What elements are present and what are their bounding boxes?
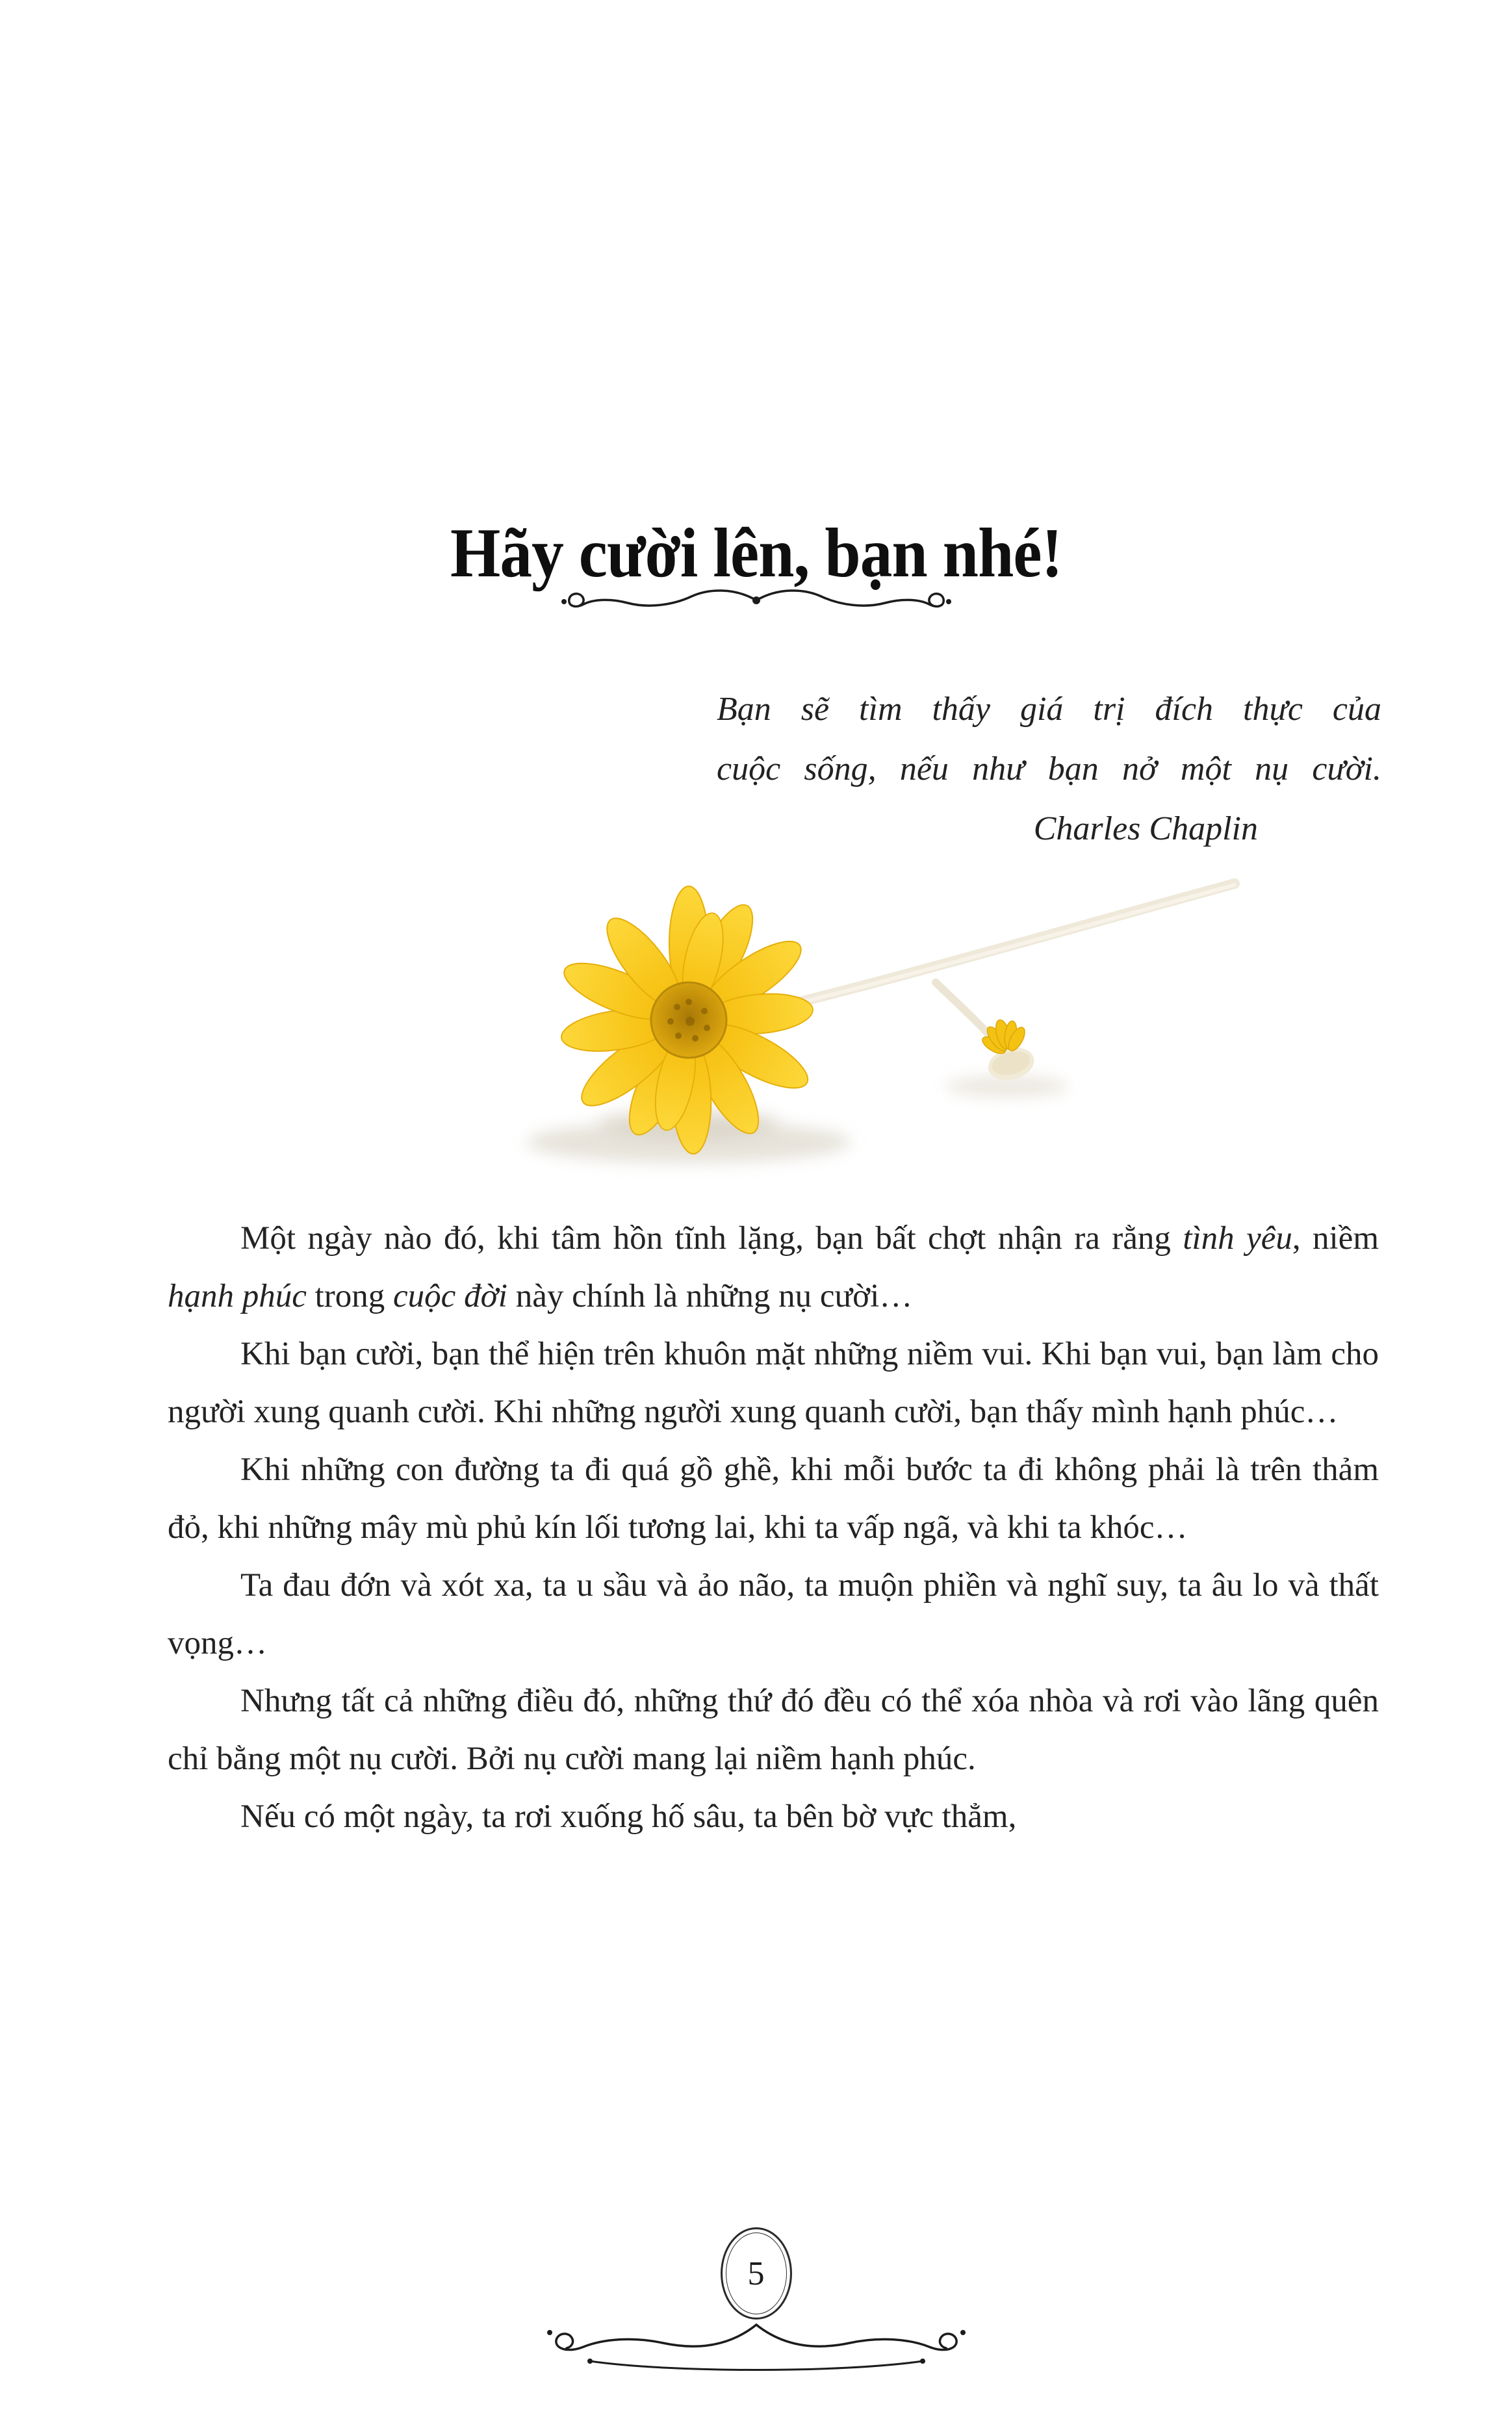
quote-line-2: cuộc sống, nếu như bạn nở một nụ cười. [717, 750, 1381, 787]
paragraph-1-text: , niềm [1292, 1220, 1379, 1257]
daisy-flower-image [481, 858, 1261, 1196]
page-number: 5 [747, 2255, 765, 2292]
paragraph-6: Nếu có một ngày, ta rơi xuống hố sâu, ta bên bờ vực thẳm, [240, 1798, 1017, 1835]
page-number-badge [721, 2227, 792, 2320]
paragraph-2: Khi bạn cười, bạn thể hiện trên khuôn mặt những niềm vui. Khi bạn vui, bạn làm cho người xung quanh cười. Khi những người xung quanh cười, bạn thấy mình hạnh phúc… [168, 1336, 1379, 1430]
paragraph-1-text: trong [306, 1278, 394, 1314]
paragraph-1 [168, 1210, 1379, 1325]
paragraph-1-text: Một ngày nào đó, khi tâm hồn tĩnh lặng, bạn bất chợt nhận ra rằng [240, 1220, 1183, 1257]
italic-phrase-tinh-yeu: tình yêu [1183, 1220, 1292, 1257]
quote-attribution: Charles Chaplin [1033, 810, 1258, 847]
italic-phrase-cuoc-doi: cuộc đời [393, 1278, 507, 1314]
page-title-text: Hãy cười lên, bạn nhé! [450, 515, 1062, 593]
paragraph-3: Khi những con đường ta đi quá gồ ghề, khi mỗi bước ta đi không phải là trên thảm đỏ, khi những mây mù phủ kín lối tương lai, khi ta vấp ngã, và khi ta khóc… [168, 1452, 1379, 1546]
paragraph-4: Ta đau đớn và xót xa, ta u sầu và ảo não, ta muộn phiền và nghĩ suy, ta âu lo và thất vọng… [168, 1567, 1379, 1661]
paragraph-5: Nhưng tất cả những điều đó, những thứ đó đều có thể xóa nhòa và rơi vào lãng quên chỉ bằng một nụ cười. Bởi nụ cười mang lại niềm hạnh phúc. [168, 1683, 1379, 1777]
paragraph-1-text: này chính là những nụ cười… [507, 1278, 913, 1314]
italic-phrase-hanh-phuc: hạnh phúc [168, 1278, 307, 1314]
quote-block [717, 680, 1381, 859]
title-flourish-icon [555, 574, 958, 630]
body-text [168, 1210, 1379, 1846]
quote-line-1: Bạn sẽ tìm thấy giá trị đích thực của [717, 691, 1381, 728]
